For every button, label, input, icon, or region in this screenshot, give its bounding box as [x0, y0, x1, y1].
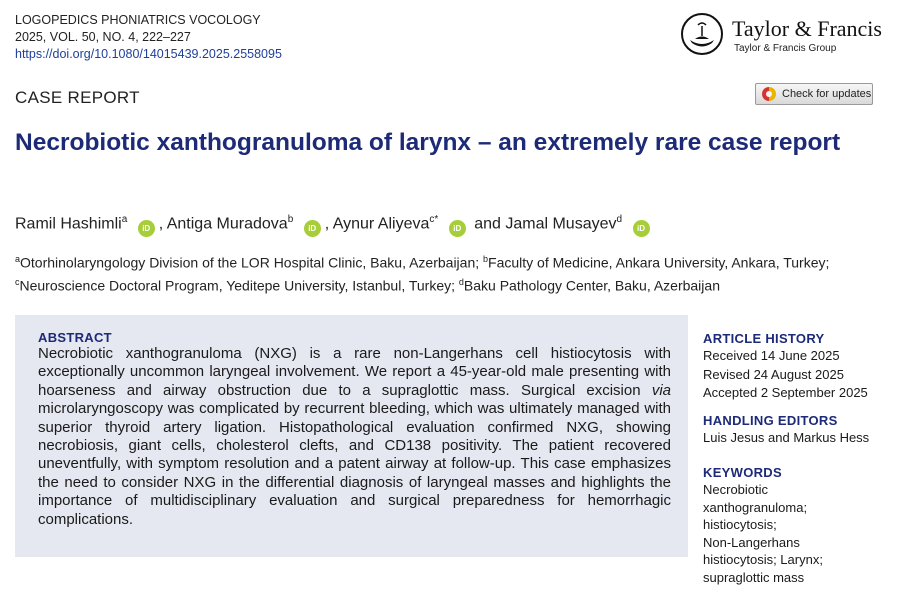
keywords: [703, 464, 888, 586]
article-history: [703, 330, 888, 403]
keyword-line: xanthogranuloma;: [703, 499, 808, 515]
author-affil-sup: b: [287, 214, 294, 225]
article-title: Necrobiotic xanthogranuloma of larynx – an extremely rare case report: [15, 129, 841, 156]
abstract-italic: via: [651, 381, 671, 399]
author-name: Ramil Hashimli: [15, 215, 122, 233]
abstract-heading: ABSTRACT: [38, 330, 112, 345]
author-separator: and: [474, 215, 501, 233]
author-name: Antiga Muradova: [166, 215, 288, 233]
author-separator: ,: [158, 215, 164, 233]
publisher-name: Taylor & Francis: [732, 16, 882, 41]
journal-name: LOGOPEDICS PHONIATRICS VOCOLOGY: [15, 13, 261, 27]
keyword-line: supraglottic mass: [703, 569, 805, 585]
keyword-line: histiocytosis;: [703, 517, 777, 532]
abstract-text-part: microlaryngoscopy was complicated by recurrent bleeding, which was ultimately managed with superior thyroid artery ligation. Histopathological evaluation confirmed NXG, showing necrobiosis, giant cells, cholesterol clefts, and CD138 positivity. The patient recovered uneventfully, with symptom resolution and a patent airway at follow-up. This case emphasizes the need to consider NXG in the differential diagnosis of laryngeal masses and highlights the importance of multidisciplinary evaluation and surgical preparedness for hemorrhagic complications.: [38, 400, 671, 528]
journal-volume: 2025, VOL. 50, NO. 4, 222–227: [15, 30, 191, 44]
keyword-line: Non-Langerhans: [703, 534, 800, 550]
keywords-heading: KEYWORDS: [703, 465, 782, 480]
author-name: Aynur Aliyeva: [332, 215, 430, 233]
orcid-icon[interactable]: iD: [449, 220, 466, 237]
affil-sup: c: [15, 276, 20, 287]
handling-editors-names: Luis Jesus and Markus Hess: [703, 430, 870, 445]
keyword-line: Necrobiotic: [703, 482, 769, 497]
abstract-text-part: Necrobiotic xanthogranuloma (NXG) is a rare non-Langerhans cell histiocytosis with exceptionally uncommon laryngeal involvement. We report a 45-year-old male presenting with hoarseness and airway obstruction due to a supraglottic mass. Surgical excision: [38, 345, 671, 399]
orcid-icon[interactable]: iD: [138, 220, 155, 237]
keyword-line: histiocytosis; Larynx;: [703, 552, 823, 567]
check-for-updates-button[interactable]: [755, 83, 873, 105]
crossmark-icon: [762, 87, 776, 101]
affil-sup: a: [15, 254, 21, 264]
publisher-emblem-icon: [680, 12, 724, 56]
author-name: Jamal Musayev: [505, 215, 617, 233]
publisher-group: Taylor & Francis Group: [734, 43, 837, 54]
handling-editors-heading: HANDLING EDITORS: [703, 413, 838, 428]
affil-sup: d: [458, 276, 464, 287]
affil-sup: b: [483, 254, 489, 264]
affiliation: Baku Pathology Center, Baku, Azerbaijan: [463, 277, 720, 294]
journal-header: [15, 12, 282, 63]
author-affil-sup: d: [616, 214, 623, 225]
check-for-updates-label: Check for updates: [782, 88, 872, 100]
publisher-logo: [680, 12, 880, 62]
orcid-icon[interactable]: iD: [633, 220, 650, 237]
affiliation: Faculty of Medicine, Ankara University, Ankara, Turkey;: [488, 254, 830, 271]
author-list: [15, 214, 654, 237]
author-affil-sup: a: [121, 214, 128, 225]
author-separator: ,: [324, 215, 330, 233]
revised-date: Revised 24 August 2025: [703, 366, 844, 382]
abstract-text: [38, 345, 671, 529]
handling-editors: [703, 412, 888, 448]
section-label: CASE REPORT: [15, 88, 140, 107]
accepted-date: Accepted 2 September 2025: [703, 385, 868, 400]
orcid-icon[interactable]: iD: [304, 220, 321, 237]
affiliation: Otorhinolaryngology Division of the LOR Hospital Clinic, Baku, Azerbaijan;: [20, 254, 484, 271]
doi-link[interactable]: https://doi.org/10.1080/14015439.2025.2558095: [15, 47, 282, 61]
affiliation: Neuroscience Doctoral Program, Yeditepe University, Istanbul, Turkey;: [19, 277, 459, 294]
author-affil-sup: c*: [429, 214, 439, 225]
received-date: Received 14 June 2025: [703, 348, 840, 363]
affiliations: [15, 250, 875, 295]
abstract-box: [15, 315, 688, 557]
article-history-heading: ARTICLE HISTORY: [703, 331, 825, 346]
